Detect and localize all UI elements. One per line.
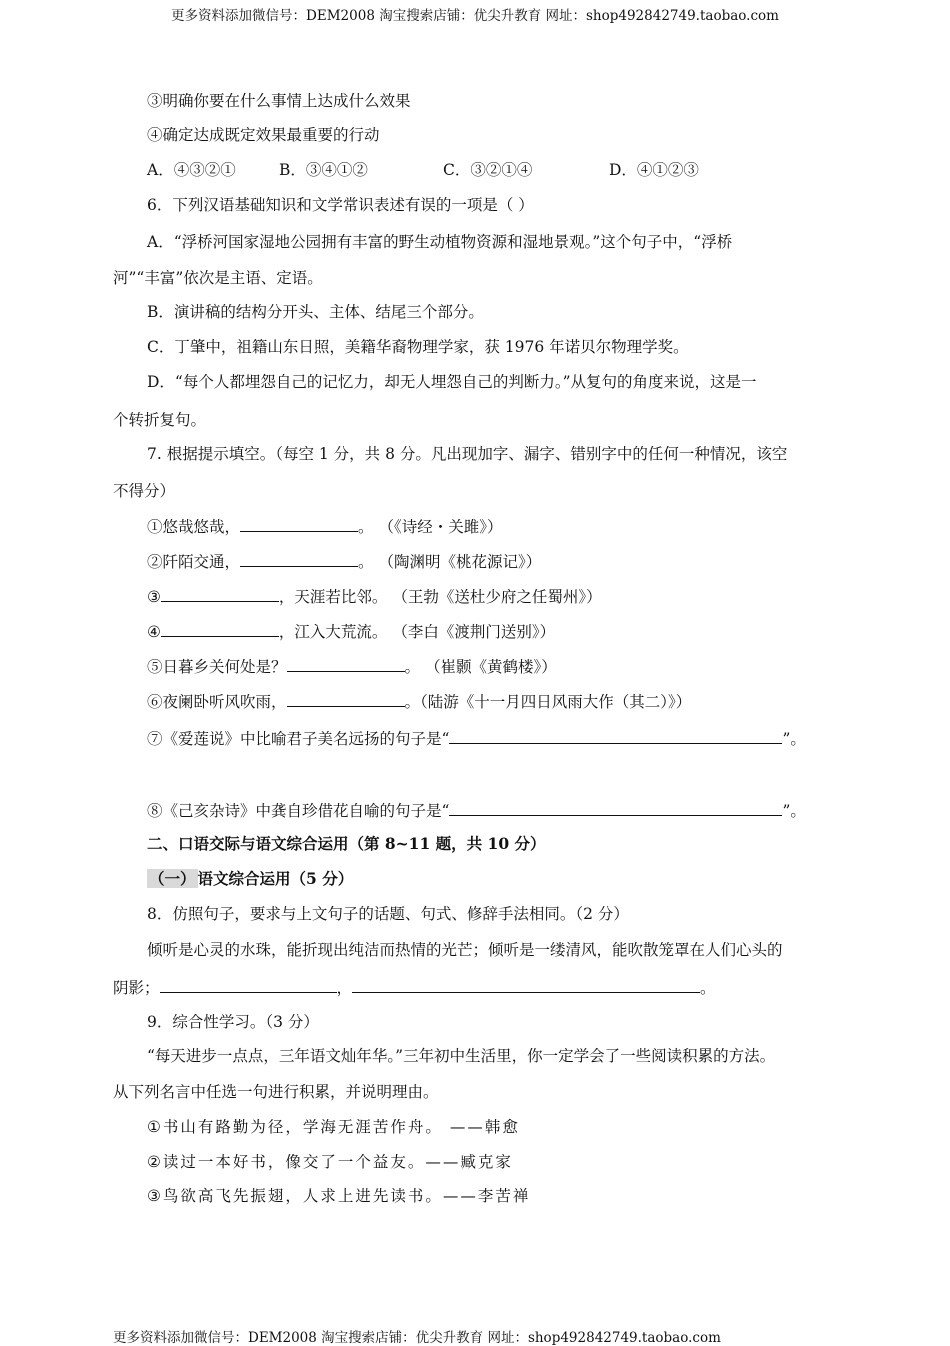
- subsection-1-name: 语文综合运用（5 分）: [197, 869, 354, 888]
- q7-item-6: [147, 691, 691, 712]
- q7-item-3: [147, 586, 602, 607]
- q7-item-4-suffix: ，江入大荒流。 （李白《渡荆门送别》）: [278, 623, 556, 641]
- q7-item-1-blank[interactable]: [240, 516, 358, 532]
- q5-option-b: B．③④①②: [279, 161, 368, 179]
- q8-prefix: 阴影；: [113, 979, 160, 997]
- q9-maxim-2: ②读过一本好书，像交了一个益友。——臧克家: [147, 1153, 513, 1171]
- q7-item-5-blank[interactable]: [287, 656, 405, 672]
- q7-item-1: [147, 516, 502, 537]
- subsection-1-label: （一）: [149, 869, 196, 888]
- q7-item-4: [147, 621, 555, 642]
- q7-item-2-blank[interactable]: [240, 551, 358, 567]
- q5-item-4: ④确定达成既定效果最重要的行动: [147, 126, 380, 144]
- q9-text-line2: 从下列名言中任选一句进行积累，并说明理由。: [113, 1083, 439, 1101]
- q6-stem: 6．下列汉语基础知识和文学常识表述有误的一项是（ ）: [147, 196, 534, 214]
- q8-blank-1[interactable]: [160, 977, 337, 993]
- q7-item-4-prefix: ④: [147, 623, 161, 641]
- q7-item-3-suffix: ，天涯若比邻。 （王勃《送杜少府之任蜀州》）: [278, 588, 602, 606]
- q7-item-8-blank[interactable]: [449, 800, 782, 816]
- q6-option-c: C．丁肇中，祖籍山东日照，美籍华裔物理学家，获 1976 年诺贝尔物理学奖。: [147, 338, 689, 356]
- q7-item-1-prefix: ①悠哉悠哉，: [147, 518, 241, 536]
- q8-period: 。: [700, 979, 716, 997]
- q7-item-2: [147, 551, 541, 572]
- q7-item-2-prefix: ②阡陌交通，: [147, 553, 241, 571]
- subsection-1-title: [147, 869, 353, 889]
- q7-item-4-blank[interactable]: [161, 621, 279, 637]
- q7-item-5-suffix: 。 （崔颢《黄鹤楼》）: [404, 658, 557, 676]
- q5-option-a: A．④③②①: [147, 161, 236, 179]
- q6-option-d-line1: D．“每个人都埋怨自己的记忆力，却无人埋怨自己的判断力。”从复句的角度来说，这是一: [147, 373, 757, 391]
- q5-option-c: C．③②①④: [443, 161, 533, 179]
- q7-item-8-suffix: ”。: [782, 802, 806, 820]
- q8-blank-2[interactable]: [352, 977, 700, 993]
- q7-item-3-blank[interactable]: [161, 586, 279, 602]
- q7-item-3-prefix: ③: [147, 588, 161, 606]
- q7-item-8: [147, 800, 806, 821]
- q6-option-a-line1: A．“浮桥河国家湿地公园拥有丰富的野生动植物资源和湿地景观。”这个句子中，“浮桥: [147, 233, 733, 251]
- section-2-title: 二、口语交际与语文综合运用（第 8~11 题，共 10 分）: [147, 834, 546, 853]
- q6-option-d-line2: 个转折复句。: [113, 411, 207, 429]
- q7-item-6-blank[interactable]: [287, 691, 405, 707]
- q7-item-6-prefix: ⑥夜阑卧听风吹雨，: [147, 693, 287, 711]
- q9-stem: 9．综合性学习。（3 分）: [147, 1013, 319, 1031]
- q6-option-b: B．演讲稿的结构分开头、主体、结尾三个部分。: [147, 303, 484, 321]
- q7-item-7: [147, 728, 806, 749]
- q7-item-1-suffix: 。 （《诗经・关雎》）: [358, 518, 503, 536]
- q7-item-7-suffix: ”。: [782, 730, 806, 748]
- q5-option-d: D．④①②③: [609, 161, 699, 179]
- q9-text-line1: “每天进步一点点，三年语文灿年华。”三年初中生活里，你一定学会了一些阅读积累的方法。: [147, 1047, 776, 1065]
- q8-text-line2: [113, 977, 716, 998]
- q7-item-2-suffix: 。 （陶渊明《桃花源记》）: [358, 553, 542, 571]
- q6-option-a-line2: 河”“丰富”依次是主语、定语。: [113, 269, 323, 287]
- q7-item-6-suffix: 。（陆游《十一月四日风雨大作（其二）》）: [404, 693, 692, 711]
- page-footer: 更多资料添加微信号：DEM2008 淘宝搜索店铺：优尖升教育 网址：shop492842749.taobao.com: [113, 1330, 721, 1346]
- q9-maxim-1: ①书山有路勤为径，学海无涯苦作舟。 ——韩愈: [147, 1118, 520, 1136]
- q7-item-5-prefix: ⑤日暮乡关何处是？: [147, 658, 287, 676]
- q7-item-7-prefix: ⑦《爱莲说》中比喻君子美名远扬的句子是“: [147, 730, 450, 748]
- q5-item-3: ③明确你要在什么事情上达成什么效果: [147, 92, 411, 110]
- q7-item-7-blank[interactable]: [449, 728, 782, 744]
- q9-maxim-3: ③鸟欲高飞先振翅，人求上进先读书。——李苦禅: [147, 1187, 531, 1205]
- q7-stem-line1: 7. 根据提示填空。（每空 1 分，共 8 分。凡出现加字、漏字、错别字中的任何一种情况，该空: [147, 445, 788, 463]
- q7-item-8-prefix: ⑧《己亥杂诗》中龚自珍借花自喻的句子是“: [147, 802, 450, 820]
- q8-comma: ，: [336, 979, 353, 997]
- q7-item-5: [147, 656, 557, 677]
- page-header: 更多资料添加微信号：DEM2008 淘宝搜索店铺：优尖升教育 网址：shop492842749.taobao.com: [171, 8, 779, 24]
- q8-stem: 8．仿照句子，要求与上文句子的话题、句式、修辞手法相同。（2 分）: [147, 905, 629, 923]
- q7-stem-line2: 不得分）: [113, 482, 176, 500]
- q8-text-line1: 倾听是心灵的水珠，能折现出纯洁而热情的光芒；倾听是一缕清风，能吹散笼罩在人们心头的: [147, 941, 783, 959]
